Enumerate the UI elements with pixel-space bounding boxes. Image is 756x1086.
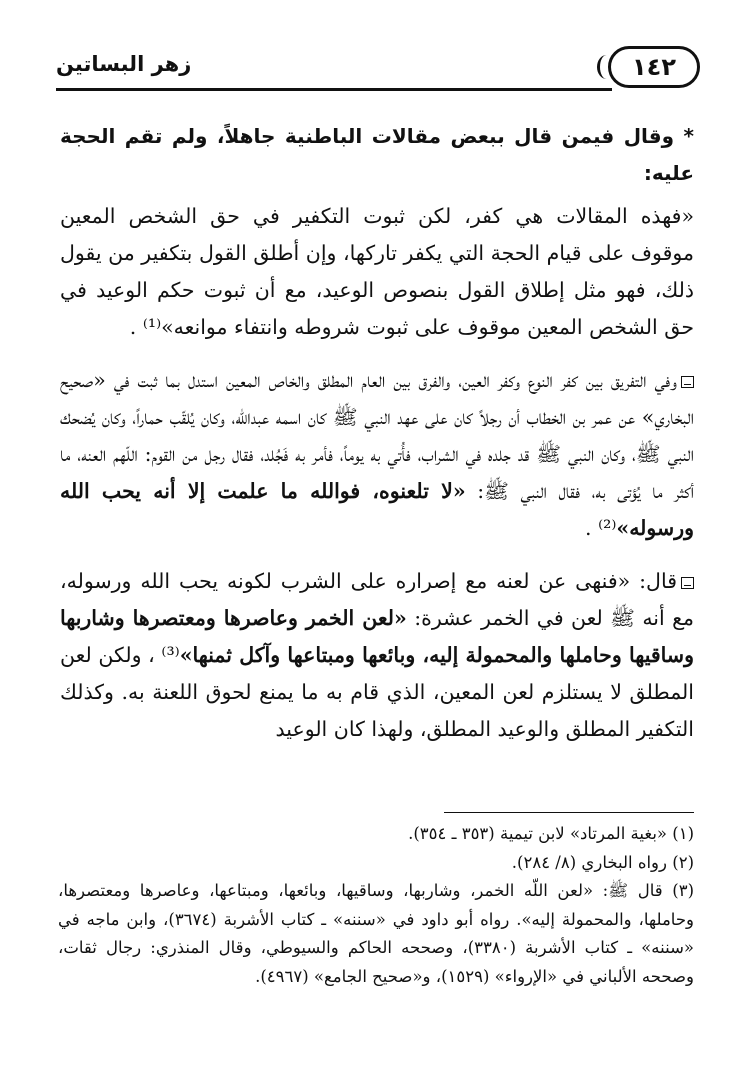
paragraph-1: «فهذه المقالات هي كفر، لكن ثبوت التكفير في حق الشخص المعين موقوف على قيام الحجة التي يكفر تاركها، وإن أطلق القول بتكفير من يقول ذلك، فهو مثل إطلاق القول بنصوص الوعيد، مع أن ثبوت حكم الوعيد في حق الشخص المعين موقوف على ثبوت شروطه وانتفاء موانعه»⁽¹⁾ .	[60, 204, 694, 339]
paragraph-3	[60, 563, 694, 748]
footnote-3: (٣) قال ﷺ: «لعن اللّه الخمر، وشاربها، وساقيها، وبائعها، ومبتاعها، وعاصرها ومعتصرها، وحاملها، والمحمولة إليه». رواه أبو داود في «سننه» ـ كتاب الأشربة (٣٦٧٤)، وابن ماجه في «سننه» ـ كتاب الأشربة (٣٣٨٠)، وصححه الحاكم والسيوطي، وقال المنذري: رجال ثقات، وصححه الألباني في «الإرواء» (١٥٢٩)، و«صحيح الجامع» (٤٩٦٧).	[58, 881, 695, 986]
paragraph-3-text-a: قال: «فنهى عن لعنه مع إصراره على الشرب لكونه يحب الله ورسوله، مع أنه ﷺ لعن في الخمر عشرة:	[60, 569, 694, 630]
paragraph-2	[60, 362, 694, 547]
footnote-divider	[444, 812, 694, 813]
page-number: ١٤٢	[608, 46, 700, 88]
paragraph-2-text: وفي التفريق بين كفر النوع وكفر العين، والفرق بين العام المطلق والخاص المعين استدل بما ثبت في «صحيح البخاري» عن عمر بن الخطاب أن رجلاً كان على عهد النبي ﷺ كان اسمه عبدالله، وكان يُلقّب حماراً، وكان يُضحك النبي ﷺ، وكان النبي ﷺ قد جلده في الشراب، فأُتي به يوماً، فأمر به فَجُلد، فقال رجل من القوم: اللّهم العنه، ما أكثر ما يُؤتى به، فقال النبي ﷺ:	[60, 368, 694, 503]
main-text	[60, 118, 694, 764]
paragraph-2-end: ⁽²⁾ .	[585, 516, 617, 540]
footnote-1: (١) «بغية المرتاد» لابن تيمية (٣٥٣ ـ ٣٥٤).	[408, 824, 694, 843]
section-heading: * وقال فيمن قال ببعض مقالات الباطنية جاهلاً، ولم تقم الحجة عليه:	[60, 124, 694, 185]
page-header	[56, 42, 700, 92]
paragraph-marker-icon	[681, 376, 694, 388]
hadith-quote: «لا تلعنوه، فوالله ما علمت إلا أنه يحب الله ورسوله»	[60, 479, 694, 540]
hadith-quote: «لعن الخمر وعاصرها ومعتصرها وشاربها وساقيها وحاملها والمحمولة إليه، وبائعها ومبتاعها وآكل ثمنها»	[60, 606, 695, 667]
paragraph-marker-icon	[681, 577, 694, 589]
paragraph-3-text-b: ⁽³⁾ ، ولكن لعن المطلق لا يستلزم لعن المعين، الذي قام به ما يمنع لحوق اللعنة به. وكذلك التكفير المطلق والوعيد المطلق، ولهذا كان الوعيد	[60, 643, 694, 741]
running-title: زهر البساتين	[56, 52, 192, 76]
header-rule	[56, 88, 612, 91]
footnote-2: (٢) رواه البخاري (٨/ ٢٨٤).	[511, 852, 694, 872]
footnotes	[58, 820, 694, 991]
